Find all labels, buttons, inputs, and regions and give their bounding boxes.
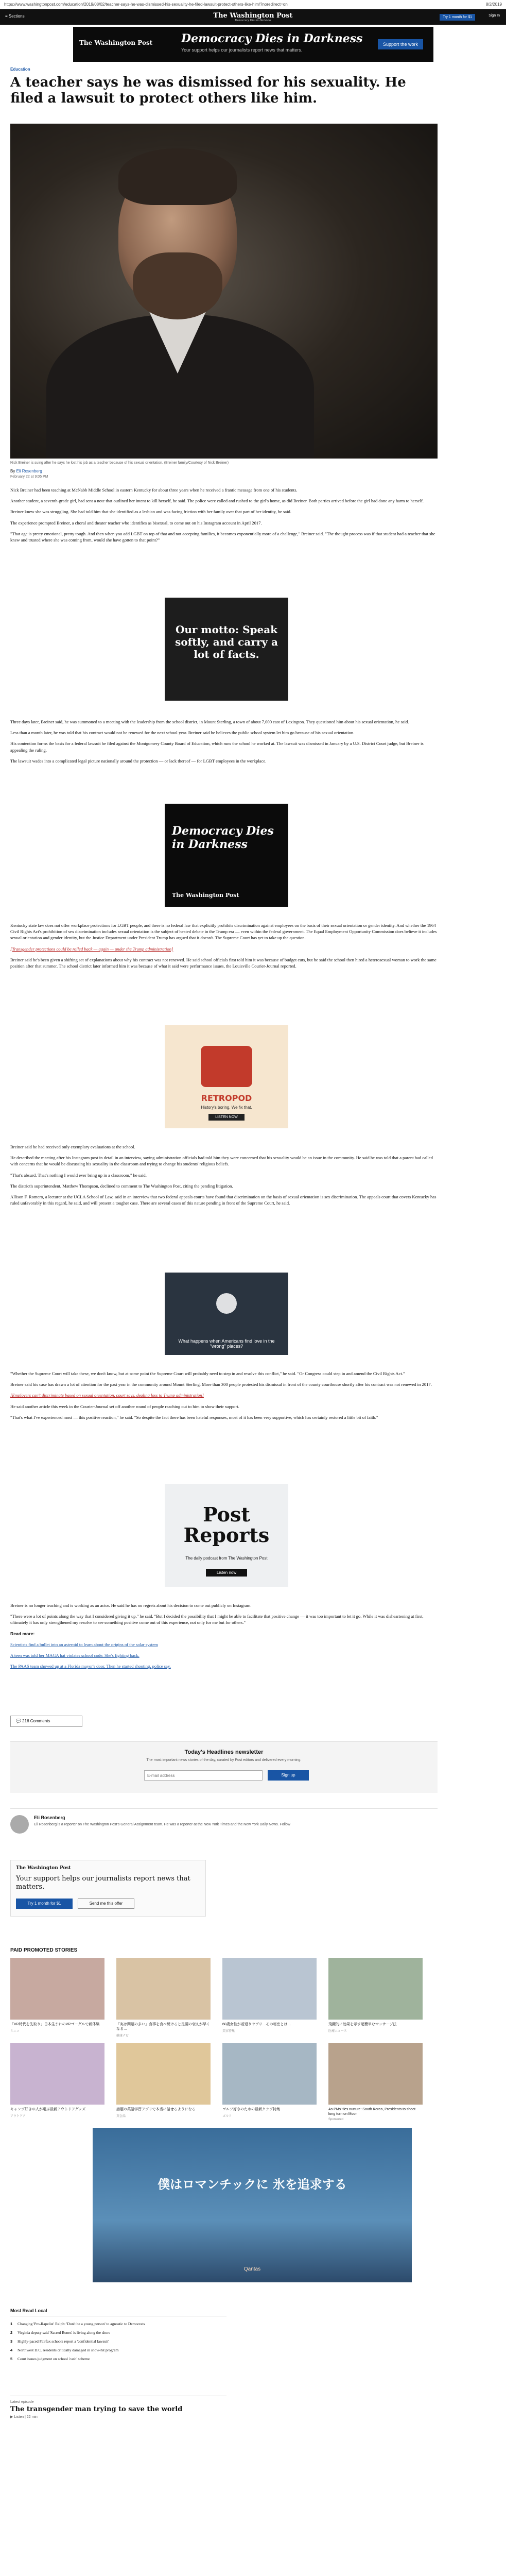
paragraph: "Whether the Supreme Court will take these, we don't know, but at some point the Supreme Court will probably need to step in and resolve this conflict," he said. "Or Congress could step in and amend the Civil Rights Act." [10, 1371, 405, 1376]
paragraph: "That's what I've experienced most — this positive reaction," he said. "So despite the fact there has been hateful responses, most of it has been very supportive, which has certainly restored a little bit of faith." [10, 1414, 378, 1420]
author-name[interactable]: Eli Rosenberg [34, 1815, 65, 1820]
paragraph: He said another article this week in the Courier-Journal set off another round of people reaching out to him to show their support. [10, 1403, 239, 1409]
latest-title[interactable]: The transgender man trying to save the world [10, 2405, 183, 2413]
paid-story-card[interactable] [10, 2043, 104, 2118]
byline [10, 469, 438, 473]
sections-menu-button[interactable]: ≡ Sections [5, 14, 25, 19]
paid-section-title: PAID PROMOTED STORIES [10, 1947, 78, 1953]
paid-story-image[interactable] [222, 1958, 317, 2020]
read-more-label: Read more: [10, 1631, 35, 1636]
print-url: https://www.washingtonpost.com/education/2019/08/02/teacher-says-he-was-dismissed-his-sexuality-he-filed-lawsuit-protect-others-like-him/?noredirect=on [4, 2, 288, 7]
newsletter-email-input[interactable] [144, 1770, 263, 1781]
support-logo: The Washington Post [16, 1866, 71, 1871]
author-box [10, 1808, 438, 1844]
paid-story-title[interactable]: 飛躍的に効果を示す超簡単なマッサージ法 [328, 2023, 397, 2026]
hotel-ad[interactable] [93, 2128, 412, 2282]
paid-story-source: ゴルフ [222, 2115, 232, 2118]
paid-story-card[interactable] [222, 2043, 317, 2118]
paragraph: "That age is pretty emotional, pretty tough. And then when you add LGBT on top of that and not accepting families, it becomes exponentially more of a challenge," Breiner said. "The thought process was if that student had a teacher that she knew and trusted where she was coming from, would she have gotten to that point?" [10, 531, 435, 543]
most-read-rank: 1 [10, 2321, 13, 2326]
author-avatar [10, 1815, 29, 1834]
paragraph: Less than a month later, he was told that his contract would not be renewed for the next school year. Breiner said he believes the public school system let him go because of his sexual orientation. [10, 730, 355, 736]
paragraph: Kentucky state law does not offer workplace protections for LGBT people, and there is no federal law that explicitly prohibits discrimination against employees on the basis of their sexual orientation or gender identity. And whether the 1964 Civil Rights Act's prohibition of sex discrimination includes sexual orientation is the subject of heated debate in the Trump era — even within the federal government. The Equal Employment Opportunity Commission does believe it includes sexual orientation and gender identity, but the Justice Department under President Trump has argued that it doesn't. The Supreme Court has yet to take up the question. [10, 923, 437, 941]
paid-story-source: アウトドア [10, 2115, 26, 2118]
article-header [10, 67, 438, 107]
latest-label: Latest episode [10, 2400, 34, 2404]
most-read-title[interactable]: Northwest D.C. residents critically damaged in snow-hit program [18, 2348, 119, 2352]
paid-story-title[interactable]: 話題の英語学習アプリで本当に話せるようになる [116, 2108, 196, 2111]
most-read-rank: 4 [10, 2348, 13, 2352]
comments-button[interactable]: 💬 216 Comments [10, 1716, 82, 1727]
post-reports-ad[interactable] [165, 1484, 288, 1587]
banner-headline: Democracy Dies in Darkness [181, 32, 363, 45]
retropod-radio-icon [201, 1046, 252, 1087]
democracy-ad-text: Democracy Dies in Darkness [172, 824, 274, 851]
paragraph: Nick Breiner had been teaching at McNabb Middle School in eastern Kentucky for about three years when he received a frantic message from one of his students. [10, 487, 298, 493]
site-tagline: Democracy Dies in Darkness [235, 19, 271, 22]
site-logo[interactable]: The Washington Post [213, 12, 293, 20]
publish-date: February 22 at 9:05 PM [10, 475, 48, 479]
paragraph: The experience prompted Breiner, a choral and theater teacher who identifies as bisexual, to come out on his Instagram account in April 2017. [10, 520, 262, 526]
post-reports-title: Post Reports [183, 1503, 270, 1547]
author-link[interactable]: Eli Rosenberg [16, 469, 42, 473]
most-read-title[interactable]: Virginia deputy said 'Sacred Bones' is living along the shore [18, 2330, 111, 2335]
paid-story-card[interactable] [116, 2043, 211, 2118]
subscribe-button[interactable]: Try 1 month for $1 [440, 14, 475, 21]
paid-story-title[interactable]: 「実は問題の多い」食事を食べ続けると足腰の衰えが早くなる… [116, 2023, 210, 2031]
article-headline: A teacher says he was dismissed for his sexuality. He filed a lawsuit to protect others like him. [10, 75, 406, 106]
paragraph: Breiner said he had received only exemplary evaluations at the school. [10, 1144, 135, 1149]
photo-caption: Nick Breiner is suing after he says he lost his job as a teacher because of his sexual orientation. (Breiner family/Courtesy of Nick Breiner) [10, 461, 229, 465]
video-caption: What happens when Americans find love in the "wrong" places? [178, 1338, 275, 1349]
paid-story-image[interactable] [328, 2043, 423, 2105]
newsletter-signup-button[interactable]: Sign up [268, 1770, 309, 1781]
support-box [10, 1860, 206, 1917]
paid-story-source: 英会話 [116, 2115, 126, 2118]
paid-story-image[interactable] [222, 2043, 317, 2105]
play-icon[interactable] [216, 1293, 237, 1314]
paragraph: Breiner knew she was struggling. She had told him that she identified as a lesbian and was facing friction with her family over that part of her identity, he said. [10, 509, 291, 515]
hotel-ad-title: 僕はロマンチックに 氷を追求する [158, 2177, 347, 2192]
hero-photo [10, 124, 438, 459]
related-link-2[interactable]: [Employers can't discriminate based on sexual orientation, court says, dealing loss to Trump administration] [10, 1393, 204, 1398]
paid-story-title[interactable]: キャンプ好きの人が選ぶ最新アウトドアグッズ [10, 2108, 86, 2111]
paid-story-source: 医療ニュース [328, 2030, 347, 2033]
paid-story-source: ミニコ [10, 2030, 20, 2033]
paragraph: He described the meeting after his Instagram post in detail in an interview, saying administration officials had told him they were concerned that his sexuality would be an issue in the community. He said he was told that a parent had called with concerns that he would be discussing his sexuality in the classroom and trying to change his students' religious beliefs. [10, 1155, 433, 1167]
article-meta [10, 461, 438, 479]
most-read-item[interactable] [10, 2330, 226, 2335]
paid-story-image[interactable] [10, 2043, 104, 2105]
author-bio: Eli Rosenberg is a reporter on The Washington Post's General Assignment team. He was a reporter at the New York Times and the New York Daily News. Follow [34, 1823, 290, 1826]
paid-story-source: 美容特集 [222, 2030, 235, 2033]
democracy-ad[interactable] [165, 804, 288, 907]
article-body-6 [10, 1602, 438, 1674]
support-offer-button[interactable]: Send me this offer [78, 1899, 134, 1909]
most-read-title: Most Read Local [10, 2308, 226, 2316]
hotel-ad-sponsor: Qantas [243, 2266, 261, 2272]
paragraph: Breiner said he's been given a shifting set of explanations about why his contract was not renewed. He said school officials first told him it was because of budget cuts, but he said the school then hired a heterosexual woman to work the same position after that summer. The school district later informed him it was because of what it said were performance issues, the Louisville Courier-Journal reported. [10, 957, 437, 969]
article-body-1 [10, 487, 438, 548]
most-read-title[interactable]: Court issues judgment on school 'cash' scheme [18, 2357, 90, 2361]
article-body-4 [10, 1144, 438, 1211]
most-read-item[interactable] [10, 2357, 226, 2362]
paragraph: Another student, a seventh-grade girl, had sent a note that outlined her intent to kill herself, he said. The police were called and rushed to the girl's home, as did Breiner. Both parties arrived before the girl had done any harm to herself. [10, 498, 424, 504]
paragraph: The district's superintendent, Matthew Thompson, declined to comment to The Washington Post, citing the pending litigation. [10, 1183, 233, 1189]
most-read-item[interactable] [10, 2321, 226, 2327]
paid-story-source: Sponsored [328, 2118, 344, 2121]
most-read-item[interactable] [10, 2339, 226, 2344]
paragraph: Allison F. Romero, a lecturer at the UCLA School of Law, said in an interview that two federal appeals courts have found that discrimination on the basis of sexual orientation is sex discrimination. The appeals court that covers Kentucky has ruled unfavorably in this regard, he said, and will present a tougher case. There are several cases of this nature pending in front of the Supreme Court, he said. [10, 1194, 437, 1206]
latest-episode[interactable] [10, 2396, 226, 2419]
newsletter-desc: The most important news stories of the day, curated by Post editors and delivered every morning. [146, 1758, 302, 1762]
paragraph: Three days later, Breiner said, he was summoned to a meeting with the leadership from the school district, in Mount Sterling, a town of about 7,000 east of Lexington. They questioned him about his sexual orientation, he said. [10, 719, 409, 724]
most-read-rank: 5 [10, 2357, 13, 2361]
retropod-sub: History's boring. We fix that. [201, 1105, 252, 1110]
read-more-link[interactable]: Scientists find a bullet into an asteroid to learn about the origins of the solar system [10, 1641, 158, 1647]
paid-story-card[interactable] [328, 1958, 423, 2033]
motto-ad[interactable] [165, 598, 288, 701]
latest-meta: ▶ Listen | 22 min [10, 2415, 38, 2419]
banner-support-button[interactable]: Support the work [378, 39, 423, 49]
most-read-item[interactable] [10, 2348, 226, 2353]
newsletter-title: Today's Headlines newsletter [184, 1749, 264, 1755]
post-reports-sub: The daily podcast from The Washington Post [185, 1556, 268, 1561]
most-read-title[interactable]: Changing 'Pro-Rapelist' Ralph: 'Don't be a young person' to agnostic to Democrats [18, 2321, 145, 2326]
print-header [0, 0, 506, 9]
photo-hair-shape [118, 148, 237, 205]
paragraph: Breiner said his case has drawn a lot of attention for the past year in the community around Mount Sterling. More than 300 people protested his dismissal in front of the county courthouse shortly after his contract was not renewed in 2017. [10, 1382, 432, 1387]
paid-story-title[interactable]: 「VR時代を先取り」日本生まれのVRゴーグルで新体験 [10, 2023, 100, 2026]
support-trial-button[interactable]: Try 1 month for $1 [16, 1899, 73, 1909]
paragraph: The lawsuit wades into a complicated legal picture nationally around the protection — or lack thereof — for LGBT employees in the workplace. [10, 758, 267, 764]
motto-text: Our motto: Speak softly, and carry a lot of facts. [175, 623, 278, 660]
post-reports-listen-button[interactable]: Listen now [206, 1569, 247, 1577]
democracy-ad-logo: The Washington Post [172, 892, 239, 899]
paid-story-card[interactable] [10, 1958, 104, 2033]
paid-story-title[interactable]: 60歳女性が若返りサプリ…その秘密とは… [222, 2023, 291, 2026]
top-banner-ad[interactable] [73, 27, 433, 62]
banner-logo: The Washington Post [79, 39, 153, 46]
sign-in-link[interactable]: Sign In [488, 14, 500, 18]
most-read-title[interactable]: Highly-paced Fairfax schools report a 'confidential lawsuit' [18, 2339, 109, 2344]
paid-story-title[interactable]: ゴルフ好きのための最新クラブ特集 [222, 2108, 280, 2111]
most-read-list [10, 2321, 226, 2362]
article-kicker[interactable]: Education [10, 67, 30, 72]
newsletter-box [10, 1741, 438, 1793]
paid-story-card[interactable] [328, 2043, 423, 2121]
print-date: 8/2/2019 [485, 2, 502, 7]
most-read [10, 2308, 226, 2365]
retropod-title: RETROPOD [201, 1093, 252, 1103]
paragraph: "That's absurd. That's nothing I would ever bring up in a classroom," he said. [10, 1172, 147, 1178]
paid-story-title[interactable]: As PMs' ties nurture: South Korea, Presidents to shoot long turn on Moon [328, 2108, 416, 2116]
photo-beard-shape [133, 252, 222, 319]
paragraph: His contention forms the basis for a federal lawsuit he filed against the Montgomery County Board of Education, which runs the school he worked at. The lawsuit was dismissed in January by a U.S. District Court judge, but Breiner is appealing the ruling. [10, 741, 424, 753]
byline-prefix: By [10, 469, 15, 473]
paid-story-image[interactable] [328, 1958, 423, 2020]
paid-story-image[interactable] [10, 1958, 104, 2020]
paid-story-image[interactable] [116, 1958, 211, 2020]
paid-story-card[interactable] [116, 1958, 211, 2038]
banner-sub: Your support helps our journalists report news that matters. [181, 47, 303, 53]
paid-story-source: 健康ナビ [116, 2035, 129, 2038]
article-body-2 [10, 719, 438, 769]
article-body-5 [10, 1370, 438, 1425]
most-read-rank: 2 [10, 2330, 13, 2335]
paid-story-image[interactable] [116, 2043, 211, 2105]
retropod-listen-button[interactable]: LISTEN NOW [208, 1114, 245, 1121]
read-more-link[interactable]: A teen was told her MAGA hat violates school code. She's fighting back. [10, 1653, 139, 1658]
related-link-1[interactable]: [Transgender protections could be rolled back — again — under the Trump administration] [10, 946, 173, 952]
most-read-rank: 3 [10, 2339, 13, 2344]
retropod-ad[interactable] [165, 1025, 288, 1128]
paragraph: "There were a lot of points along the way that I considered giving it up," he said. "But I decided the possibility that I might be able to facilitate that positive change — it was too important to let it go. While it was disheartening at first, ultimately it has only strengthened my resolve to see something positive come out of this experience, not only for me but for others." [10, 1614, 424, 1625]
paid-story-card[interactable] [222, 1958, 317, 2033]
support-title: Your support helps our journalists report news that matters. [16, 1875, 190, 1891]
video-ad[interactable] [165, 1273, 288, 1355]
article-body-3 [10, 922, 438, 974]
paragraph: Breiner is no longer teaching and is working as an actor. He said he has no regrets about his decision to come out publicly on Instagram. [10, 1603, 252, 1608]
read-more-link[interactable]: The PAAS team showed up at a Florida mayor's door. Then he started shooting, police say. [10, 1664, 171, 1669]
site-header [0, 9, 506, 25]
